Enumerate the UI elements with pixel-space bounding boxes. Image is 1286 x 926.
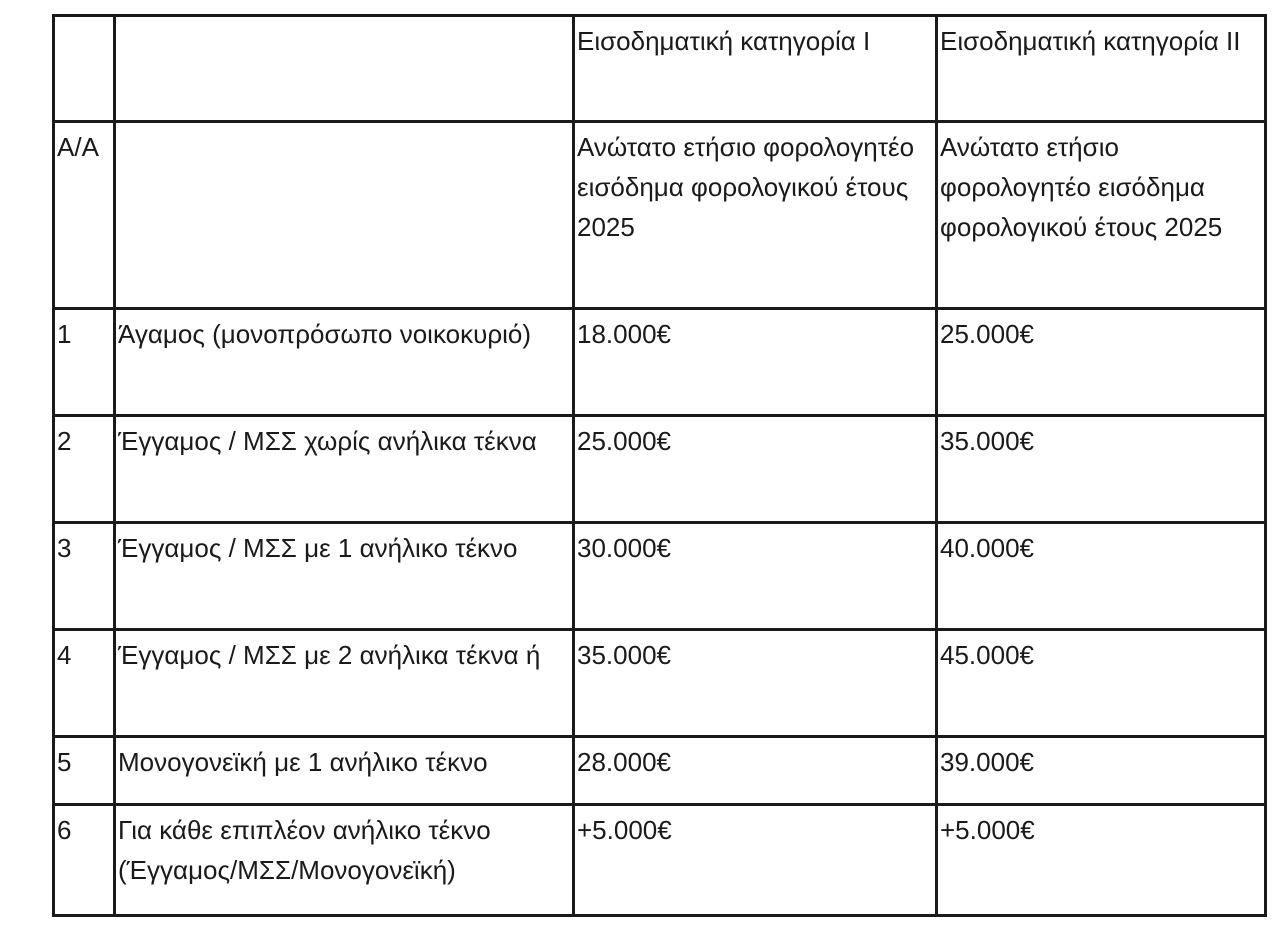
row-cat2-cell: [937, 416, 1266, 523]
row-cat1-cell: [574, 737, 937, 805]
row-number: 4: [57, 640, 72, 670]
row-cat2-value: 25.000€: [940, 319, 1034, 349]
row-cat1-cell: [574, 309, 937, 416]
table-row: [54, 523, 1266, 630]
row-cat1-cell: [574, 416, 937, 523]
row-cat1-cell: [574, 805, 937, 916]
row-cat2-value: 35.000€: [940, 426, 1034, 456]
row-cat2-value: 45.000€: [940, 640, 1034, 670]
row-description-cell: [115, 309, 574, 416]
row-number-cell: [54, 737, 115, 805]
row-number: 1: [57, 319, 72, 349]
row-cat1-value: 35.000€: [577, 640, 671, 670]
row-number: 6: [57, 815, 72, 845]
row-description: Για κάθε επιπλέον ανήλικο τέκνο (Έγγαμος/ΜΣΣ/Μονογονεϊκή): [118, 815, 491, 885]
header-cell-income-cat1: [574, 122, 937, 309]
category-1-label: Εισοδηματική κατηγορία Ι: [577, 26, 871, 56]
row-description-cell: [115, 416, 574, 523]
row-cat1-value: +5.000€: [577, 815, 672, 845]
row-number-cell: [54, 416, 115, 523]
row-number: 5: [57, 747, 72, 777]
header-row-descriptions: [54, 122, 1266, 309]
row-number-cell: [54, 523, 115, 630]
header-cell-category-1: [574, 16, 937, 122]
row-number: 2: [57, 426, 72, 456]
table-row: [54, 737, 1266, 805]
row-cat1-value: 25.000€: [577, 426, 671, 456]
row-cat2-cell: [937, 630, 1266, 737]
table-row: [54, 309, 1266, 416]
row-cat2-value: 39.000€: [940, 747, 1034, 777]
income-table-container: [52, 14, 1267, 917]
header-cell-income-cat2: [937, 122, 1266, 309]
row-description: Μονογονεϊκή με 1 ανήλικο τέκνο: [118, 747, 488, 777]
row-description: Άγαμος (μονοπρόσωπο νοικοκυριό): [118, 319, 532, 349]
row-cat2-cell: [937, 737, 1266, 805]
row-number-cell: [54, 309, 115, 416]
row-description-cell: [115, 737, 574, 805]
row-description-cell: [115, 805, 574, 916]
header-row-categories: [54, 16, 1266, 122]
row-cat2-value: 40.000€: [940, 533, 1034, 563]
row-description-cell: [115, 630, 574, 737]
header-cell-empty-3: [115, 122, 574, 309]
category-2-label: Εισοδηματική κατηγορία ΙΙ: [940, 26, 1241, 56]
row-description: Έγγαμος / ΜΣΣ με 1 ανήλικο τέκνο: [118, 533, 518, 563]
table-row: [54, 416, 1266, 523]
row-number: 3: [57, 533, 72, 563]
row-number-cell: [54, 630, 115, 737]
aa-label: Α/Α: [57, 132, 99, 162]
table-row: [54, 805, 1266, 916]
row-description: Έγγαμος / ΜΣΣ με 2 ανήλικα τέκνα ή: [118, 640, 541, 670]
table-row: [54, 630, 1266, 737]
row-cat1-cell: [574, 523, 937, 630]
row-number-cell: [54, 805, 115, 916]
row-cat1-cell: [574, 630, 937, 737]
row-cat1-value: 18.000€: [577, 319, 671, 349]
row-description: Έγγαμος / ΜΣΣ χωρίς ανήλικα τέκνα: [118, 426, 537, 456]
row-cat2-value: +5.000€: [940, 815, 1035, 845]
income-description-cat1: Ανώτατο ετήσιο φορολογητέο εισόδημα φορολογικού έτους 2025: [577, 132, 915, 242]
row-cat2-cell: [937, 309, 1266, 416]
row-cat2-cell: [937, 805, 1266, 916]
header-cell-aa: [54, 122, 115, 309]
row-cat1-value: 28.000€: [577, 747, 671, 777]
row-cat1-value: 30.000€: [577, 533, 671, 563]
row-description-cell: [115, 523, 574, 630]
income-category-table: [52, 14, 1267, 917]
header-cell-category-2: [937, 16, 1266, 122]
header-cell-empty-2: [115, 16, 574, 122]
header-cell-empty-1: [54, 16, 115, 122]
income-description-cat2: Ανώτατο ετήσιο φορολογητέο εισόδημα φορολογικού έτους 2025: [940, 132, 1223, 242]
row-cat2-cell: [937, 523, 1266, 630]
